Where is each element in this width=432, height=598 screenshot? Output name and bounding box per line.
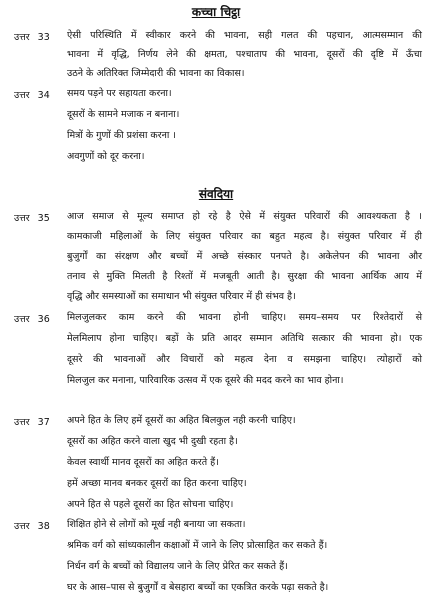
answer-34-line-3: मित्रों के गुणों की प्रशंसा करना । — [67, 130, 176, 141]
answer-36-line-1: मिलजुलकर काम करने की भावना होनी चाहिए। समय–समय पर रिश्तेदारों से — [67, 312, 422, 323]
answer-38-line-3: निर्धन वर्ग के बच्चों को विद्यालय जाने के लिए प्रेरित कर सकते हैं। — [67, 561, 288, 572]
answer-37-line-1: अपने हित के लिए हमें दूसरों का अहित बिलकुल नही करनी चाहिए। — [67, 415, 296, 426]
answer-35-line-5: वृद्धि और समस्याओं का समाधान भी संयुक्त परिवार में ही संभव है। — [67, 291, 296, 302]
answer-37-line-3: केवल स्वार्थी मानव दूसरों का अहित करते हैं। — [67, 457, 219, 468]
answer-38-line-1: शिक्षित होने से लोगों को मूर्ख नही बनाया जा सकता। — [67, 519, 246, 530]
answer-35-line-1: आज समाज से मूल्य समाप्त हो रहे है ऐसे में संयुक्त परिवारों की आवश्यकता है । — [67, 211, 422, 222]
answer-33-line-1: ऐसी परिस्थिति में स्वीकार करने की भावना, सही गलत की पहचान, आत्मसम्मान की — [67, 30, 422, 41]
answer-36-line-3: दूसरे की भावनाओं और विचारों को महत्व देना व समझना चाहिए। त्योहारों को — [67, 354, 422, 365]
answer-34-line-4: अवगुणों को दूर करना। — [67, 151, 145, 162]
answer-label-36: उत्तर 36 — [14, 314, 50, 325]
answer-36-line-4: मिलजुल कर मनाना, पारिवारिक उत्सव में एक दूसरे की मदद करने का भाव होना। — [67, 375, 344, 386]
heading-kachcha-chittha: कच्चा चिट्ठा — [191, 5, 241, 19]
answer-label-34: उत्तर 34 — [14, 90, 50, 101]
answer-33-line-2: भावना में वृद्धि, निर्णय लेने की क्षमता, पश्चाताप की भावना, दूसरों की दृष्टि में ऊँचा — [67, 49, 422, 60]
answer-33-line-3: उठने के अतिरिक्त जिम्मेदारी की भावना का विकास। — [67, 68, 245, 79]
answer-37-line-2: दूसरों का अहित करने वाला खुद भी दुखी रहता है। — [67, 436, 238, 447]
answer-label-35: उत्तर 35 — [14, 213, 50, 224]
answer-38-line-4: घर के आस–पास से बुजुर्गों व बेसहारा बच्चों का एकत्रित करके पढ़ा सकते है। — [67, 582, 329, 593]
answer-34-line-1: समय पड़ने पर सहायता करना। — [67, 88, 172, 99]
answer-label-37: उत्तर 37 — [14, 417, 50, 428]
answer-label-38: उत्तर 38 — [14, 521, 50, 532]
answer-35-line-4: तनाव से मुक्ति मिलती है रिश्तों में मजबूती आती है। सुरक्षा की भावना आर्थिक आय में — [67, 271, 422, 282]
answer-label-33: उत्तर 33 — [14, 32, 50, 43]
answer-37-line-4: हमें अच्छा मानव बनकर दूसरों का हित करना चाहिए। — [67, 478, 247, 489]
answer-36-line-2: मेलमिलाप होना चाहिए। बड़ों के प्रति आदर सम्मान अतिथि सत्कार की भावना हो। एक — [67, 333, 422, 344]
answer-35-line-3: बुजुर्गों का संरक्षण और बच्चों में अच्छे संस्कार पनपते है। अकेलेपन की भावना और — [67, 251, 422, 262]
answer-34-line-2: दूसरों के सामने मजाक न बनाना। — [67, 109, 180, 120]
answer-38-line-2: श्रमिक वर्ग को सांध्यकालीन कक्षाओं में जाने के लिए प्रोत्साहित कर सकते हैं। — [67, 540, 328, 551]
answer-37-line-5: अपने हित से पहले दूसरों का हित सोचना चाहिए। — [67, 499, 234, 510]
answer-35-line-2: कामकाजी महिलाओं के लिए संयुक्त परिवार का बहुत महत्व है। संयुक्त परिवार में ही — [67, 231, 422, 242]
heading-samvadiya: संवदिया — [198, 187, 234, 201]
